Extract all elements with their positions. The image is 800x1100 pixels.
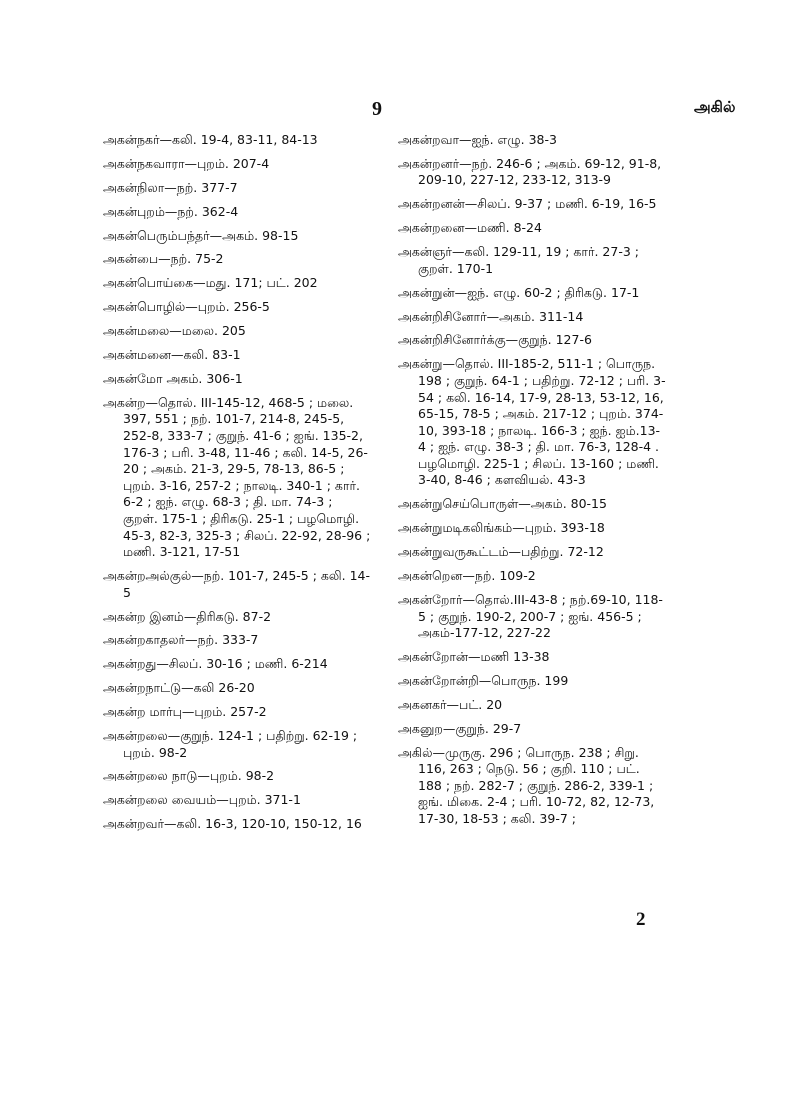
index-entry: அகன்ஞர்—கலி. 129-11, 19 ; கார். 27-3 ; குறள். 170-1 xyxy=(398,244,639,276)
index-entry: அகன்றோன்றி—பொருந. 199 xyxy=(398,672,569,688)
index-entry: அகன்றுசெய்பொருள்—அகம். 80-15 xyxy=(398,496,607,512)
index-entry: அகன்றுவருகூட்டம்—பதிற்று. 72-12 xyxy=(398,544,604,560)
index-entry: அகன்றோர்—தொல்.III-43-8 ; நற்.69-10, 118-5 ; குறுந். 190-2, 200-7 ; ஐங். 456-5 ; அகம்-177-12, 227-22 xyxy=(398,591,663,641)
index-entry: அகன்றது—சிலப். 30-16 ; மணி. 6-214 xyxy=(103,656,328,672)
index-entry: அகன்றிசினோர்க்கு—குறுந். 127-6 xyxy=(398,332,592,348)
index-entry: அகில்—முருகு. 296 ; பொருந. 238 ; சிறு. 116, 263 ; நெடு. 56 ; குறி. 110 ; பட். 188 ; நற். 282-7 ; குறுந். 286-2, 339-1 ; ஐங். மிகை. 2-4 ; பரி. 10-72, 82, 12-73, 17-30, 18-53 ; கலி. 39-7 ; xyxy=(398,744,655,826)
index-entry: அகன்று—தொல். III-185-2, 511-1 ; பொருந. 198 ; குறுந். 64-1 ; பதிற்று. 72-12 ; பரி. 3-54 ; கலி. 16-14, 17-9, 28-13, 53-12, 16, 65-15, 78-5 ; அகம். 217-12 ; புறம். 374-10, 393-18 ; நாலடி. 166-3 ; ஐந். ஐம்.13-4 ; ஐந். எழு. 38-3 ; தி. மா. 76-3, 128-4 . பழமொழி. 225-1 ; சிலப். 13-160 ; மணி. 3-40, 8-46 ; களவியல். 43-3 xyxy=(398,356,666,488)
index-entry: அகன்மலை—மலை. 205 xyxy=(103,323,246,339)
index-entry: அகன்மோ அகம். 306-1 xyxy=(103,370,243,386)
index-entry: அகன்பெரும்பந்தர்—அகம். 98-15 xyxy=(103,227,299,243)
index-entry: அகனுற—குறுந். 29-7 xyxy=(398,720,522,736)
index-entry: அகன்பை—நற். 75-2 xyxy=(103,251,224,267)
index-entry: அகனகர்—பட். 20 xyxy=(398,696,503,712)
index-entry: அகன்றனர்—நற். 246-6 ; அகம். 69-12, 91-8, 209-10, 227-12, 233-12, 313-9 xyxy=(398,155,662,188)
index-entry: அகன்றஅல்குல்—நற். 101-7, 245-5 ; கலி. 14-5 xyxy=(103,568,371,600)
index-entry: அகன்றநாட்டு—கலி 26-20 xyxy=(103,680,255,696)
index-entry: அகன்புறம்—நற். 362-4 xyxy=(103,203,239,219)
index-entry: அகன்நிலா—நற். 377-7 xyxy=(103,179,238,195)
index-entry: அகன்பொழில்—புறம். 256-5 xyxy=(103,299,270,315)
page-number: 9 xyxy=(372,98,382,120)
index-entry: அகன்றகாதலர்—நற். 333-7 xyxy=(103,632,259,648)
index-entry: அகன்றவர்—கலி. 16-3, 120-10, 150-12, 16 xyxy=(103,816,362,832)
index-entry: அகன்ற இனம்—திரிகடு. 87-2 xyxy=(103,608,272,624)
index-entry: அகன்றனன்—சிலப். 9-37 ; மணி. 6-19, 16-5 xyxy=(398,196,657,212)
signature-mark: 2 xyxy=(636,909,646,930)
index-entry: அகன்றனை—மணி. 8-24 xyxy=(398,220,542,236)
left-column xyxy=(103,132,371,840)
index-entry: அகன்றலை நாடு—புறம். 98-2 xyxy=(103,768,275,784)
index-entry: அகன்நகவாரா—புறம். 207-4 xyxy=(103,155,270,171)
index-entry: அகன்றலை—குறுந். 124-1 ; பதிற்று. 62-19 ; புறம். 98-2 xyxy=(103,727,358,760)
index-entry: அகன்றுமடிகலிங்கம்—புறம். 393-18 xyxy=(398,520,605,536)
index-entry: அகன்பொய்கை—மது. 171; பட். 202 xyxy=(103,275,318,291)
index-entry: அகன்றோன்—மணி 13-38 xyxy=(398,649,550,664)
index-entry: அகன்றுன்—ஐந். எழு. 60-2 ; திரிகடு. 17-1 xyxy=(398,284,640,300)
index-entry: அகன்ற மார்பு—புறம். 257-2 xyxy=(103,704,267,720)
index-entry: அகன்மனை—கலி. 83-1 xyxy=(103,347,241,363)
index-entry: அகன்றென—நற். 109-2 xyxy=(398,568,536,584)
running-head-word: அகில் xyxy=(694,98,736,116)
index-entry: அகன்ற—தொல். III-145-12, 468-5 ; மலை. 397, 551 ; நற். 101-7, 214-8, 245-5, 252-8, 333-7 ; குறுந். 41-6 ; ஐங். 135-2, 176-3 ; பரி. 3-48, 11-46 ; கலி. 14-5, 26-20 ; அகம். 21-3, 29-5, 78-13, 86-5 ; புறம். 3-16, 257-2 ; நாலடி. 340-1 ; கார். 6-2 ; ஐந். எழு. 68-3 ; தி. மா. 74-3 ; குறள். 175-1 ; திரிகடு. 25-1 ; பழமொழி. 45-3, 82-3, 325-3 ; சிலப். 22-92, 28-96 ; மணி. 3-121, 17-51 xyxy=(103,394,371,560)
index-entry: அகன்றலை வையம்—புறம். 371-1 xyxy=(103,792,301,808)
right-column xyxy=(398,132,666,835)
index-entry: அகன்றவா—ஐந். எழு. 38-3 xyxy=(398,132,557,147)
index-entry: அகன்றிசினோர்—அகம். 311-14 xyxy=(398,308,584,324)
index-entry: அகன்நகர்—கலி. 19-4, 83-11, 84-13 xyxy=(103,132,318,147)
